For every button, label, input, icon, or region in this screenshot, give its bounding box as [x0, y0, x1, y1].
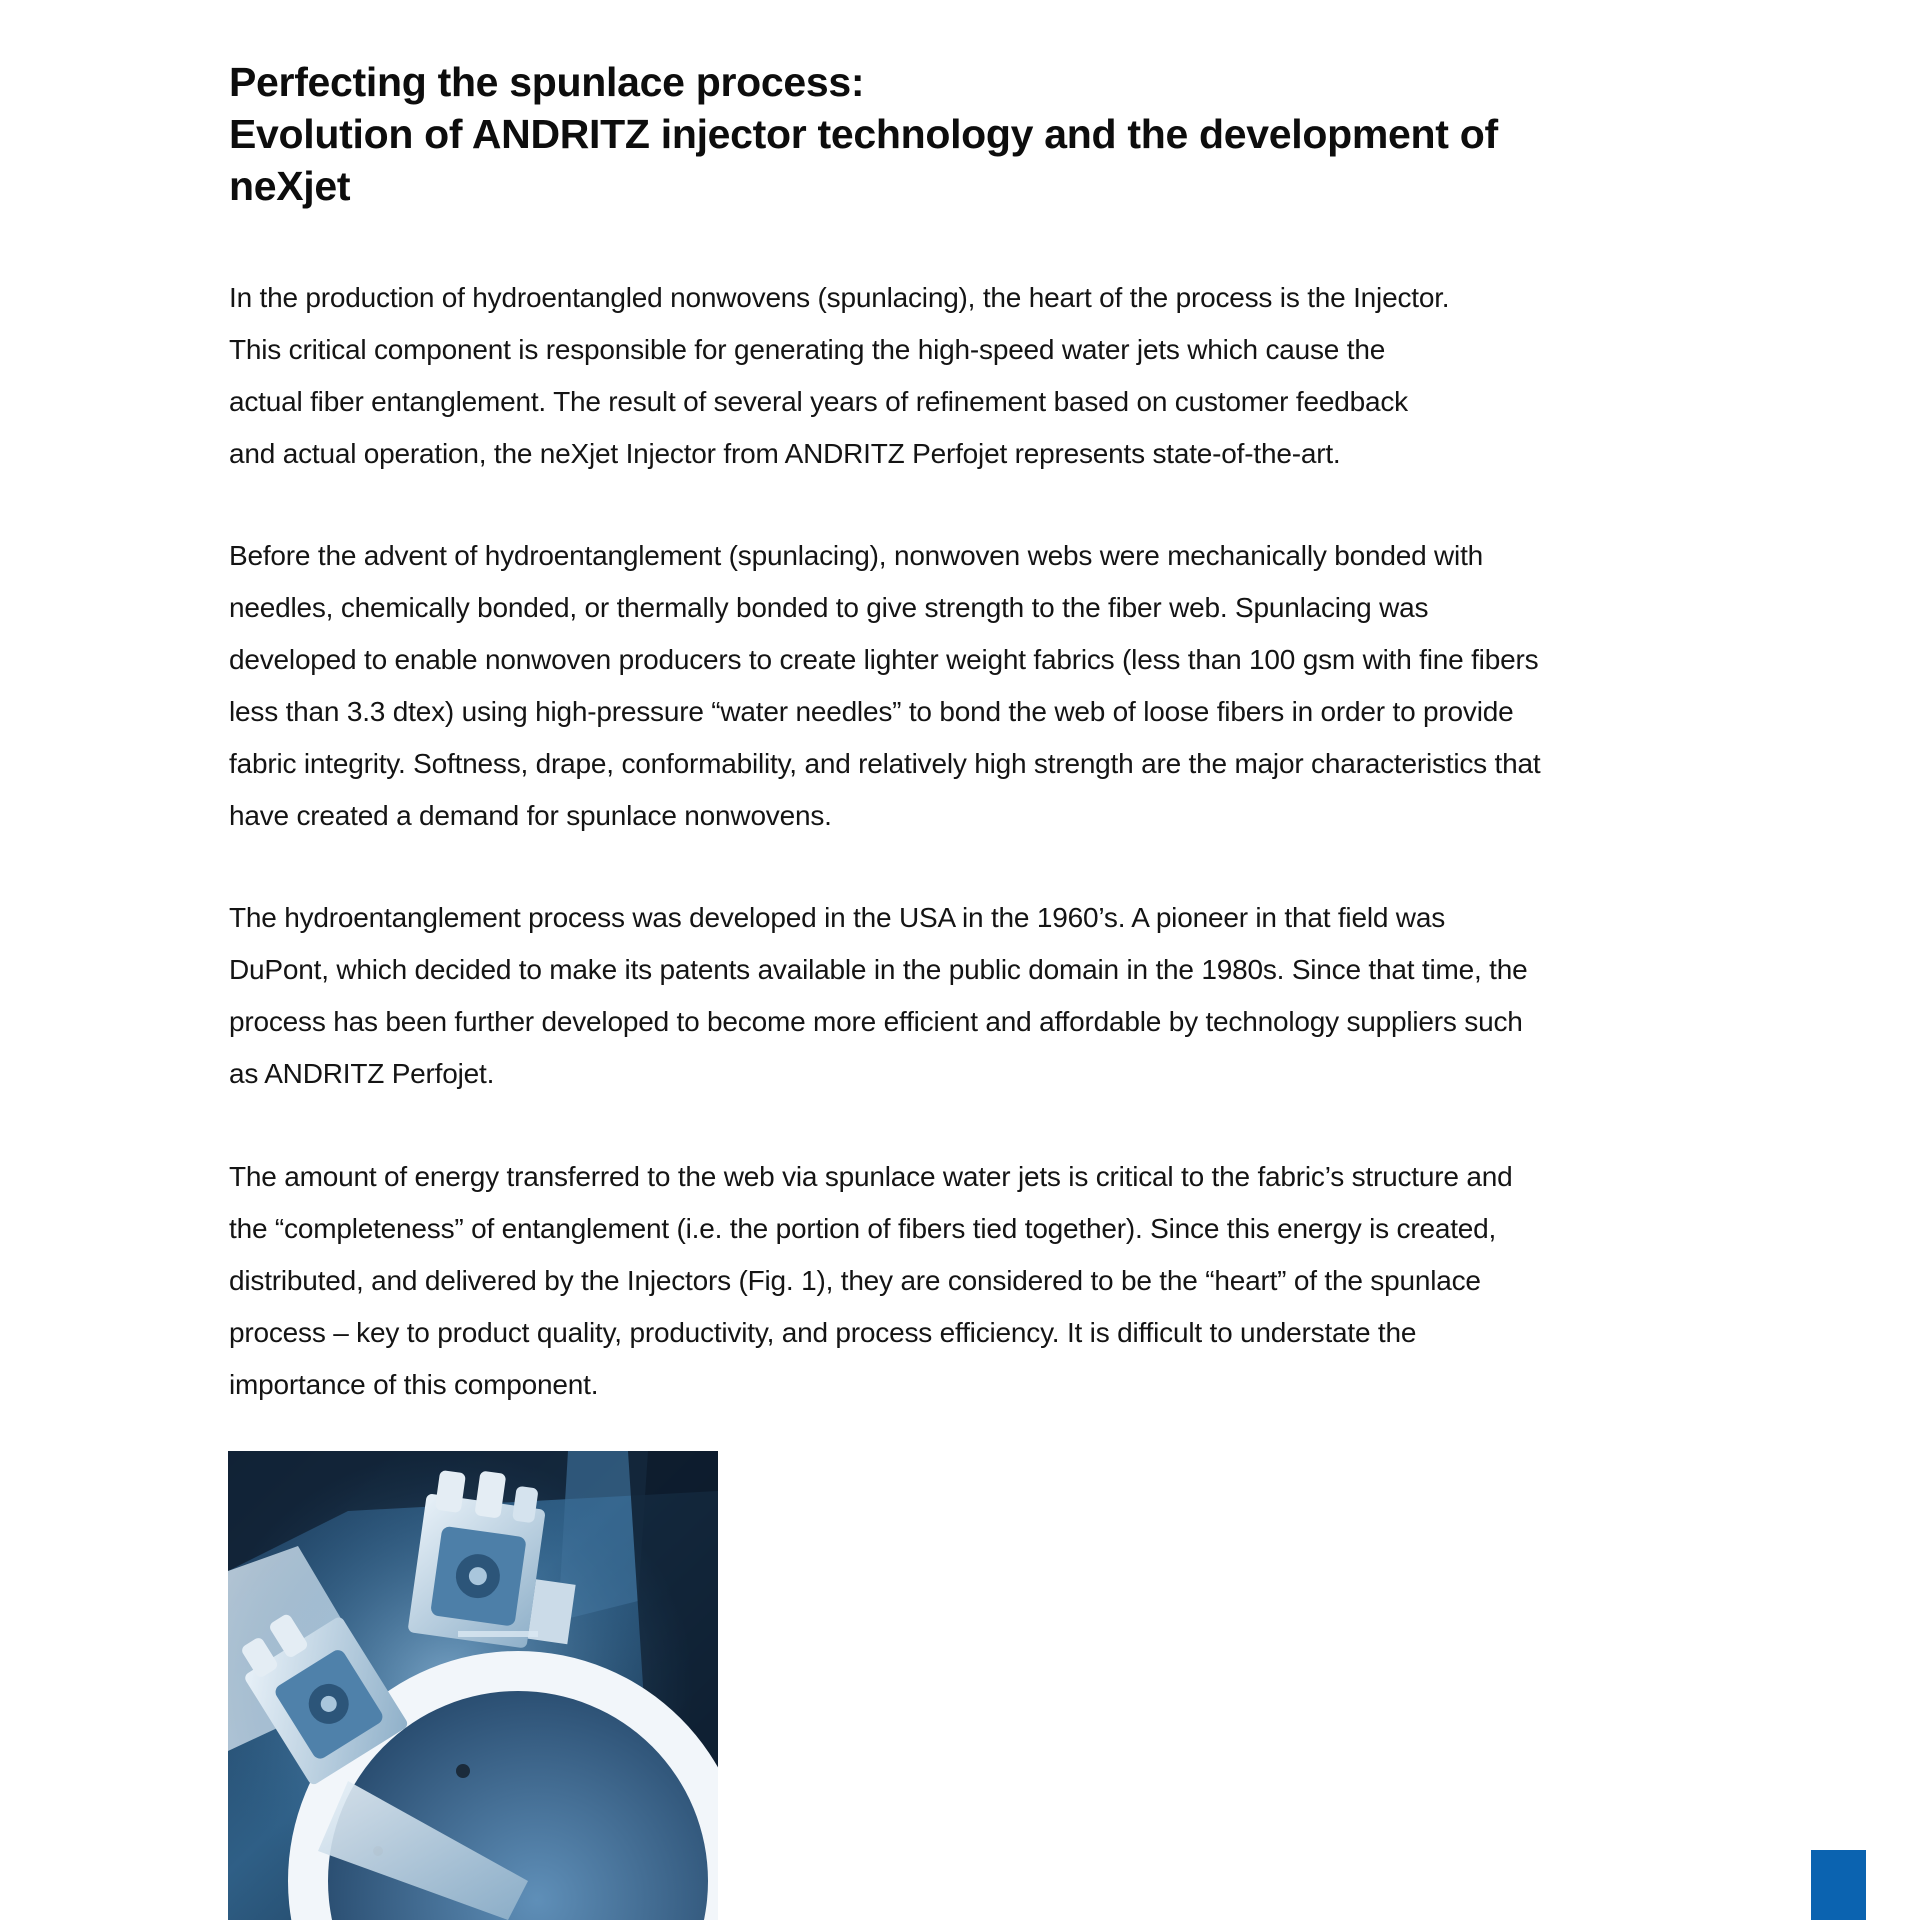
page-corner-tab — [1811, 1850, 1866, 1920]
text-line: distributed, and delivered by the Injectors (Fig. 1), they are considered to be the “heart” of the spunlace — [229, 1265, 1481, 1296]
paragraph-background — [229, 530, 1789, 842]
title-line: Evolution of ANDRITZ injector technology and the development of — [229, 111, 1498, 157]
text-line: In the production of hydroentangled nonwovens (spunlacing), the heart of the process is the Injector. — [229, 282, 1450, 313]
document-title — [229, 56, 1769, 212]
text-line: DuPont, which decided to make its patents available in the public domain in the 1980s. Since that time, the — [229, 954, 1528, 985]
text-line: importance of this component. — [229, 1369, 599, 1400]
text-line: less than 3.3 dtex) using high-pressure “water needles” to bond the web of loose fibers in order to provide — [229, 696, 1514, 727]
text-line: Before the advent of hydroentanglement (spunlacing), nonwoven webs were mechanically bonded with — [229, 540, 1484, 571]
text-line: needles, chemically bonded, or thermally bonded to give strength to the fiber web. Spunlacing was — [229, 592, 1429, 623]
text-line: The hydroentanglement process was developed in the USA in the 1960’s. A pioneer in that field was — [229, 902, 1445, 933]
text-line: developed to enable nonwoven producers to create lighter weight fabrics (less than 100 gsm with fine fibers — [229, 644, 1539, 675]
text-line: fabric integrity. Softness, drape, conformability, and relatively high strength are the major characteristics that — [229, 748, 1541, 779]
text-line: process – key to product quality, productivity, and process efficiency. It is difficult to understate the — [229, 1317, 1417, 1348]
paragraph-intro — [229, 272, 1789, 480]
paragraph-history — [229, 892, 1789, 1100]
text-line: as ANDRITZ Perfojet. — [229, 1058, 495, 1089]
text-line: have created a demand for spunlace nonwovens. — [229, 800, 832, 831]
text-line: and actual operation, the neXjet Injector from ANDRITZ Perfojet represents state-of-the-art. — [229, 438, 1341, 469]
text-line: the “completeness” of entanglement (i.e. the portion of fibers tied together). Since this energy is created, — [229, 1213, 1497, 1244]
text-line: This critical component is responsible for generating the high-speed water jets which cause the — [229, 334, 1386, 365]
injector-photo — [228, 1451, 718, 1920]
text-line: The amount of energy transferred to the web via spunlace water jets is critical to the fabric’s structure and — [229, 1161, 1513, 1192]
text-line: process has been further developed to become more efficient and affordable by technology suppliers such — [229, 1006, 1523, 1037]
text-line: actual fiber entanglement. The result of several years of refinement based on customer feedback — [229, 386, 1408, 417]
title-line: neXjet — [229, 163, 351, 209]
paragraph-energy — [229, 1151, 1789, 1411]
injector-photo-icon — [228, 1451, 718, 1920]
title-line: Perfecting the spunlace process: — [229, 59, 865, 105]
